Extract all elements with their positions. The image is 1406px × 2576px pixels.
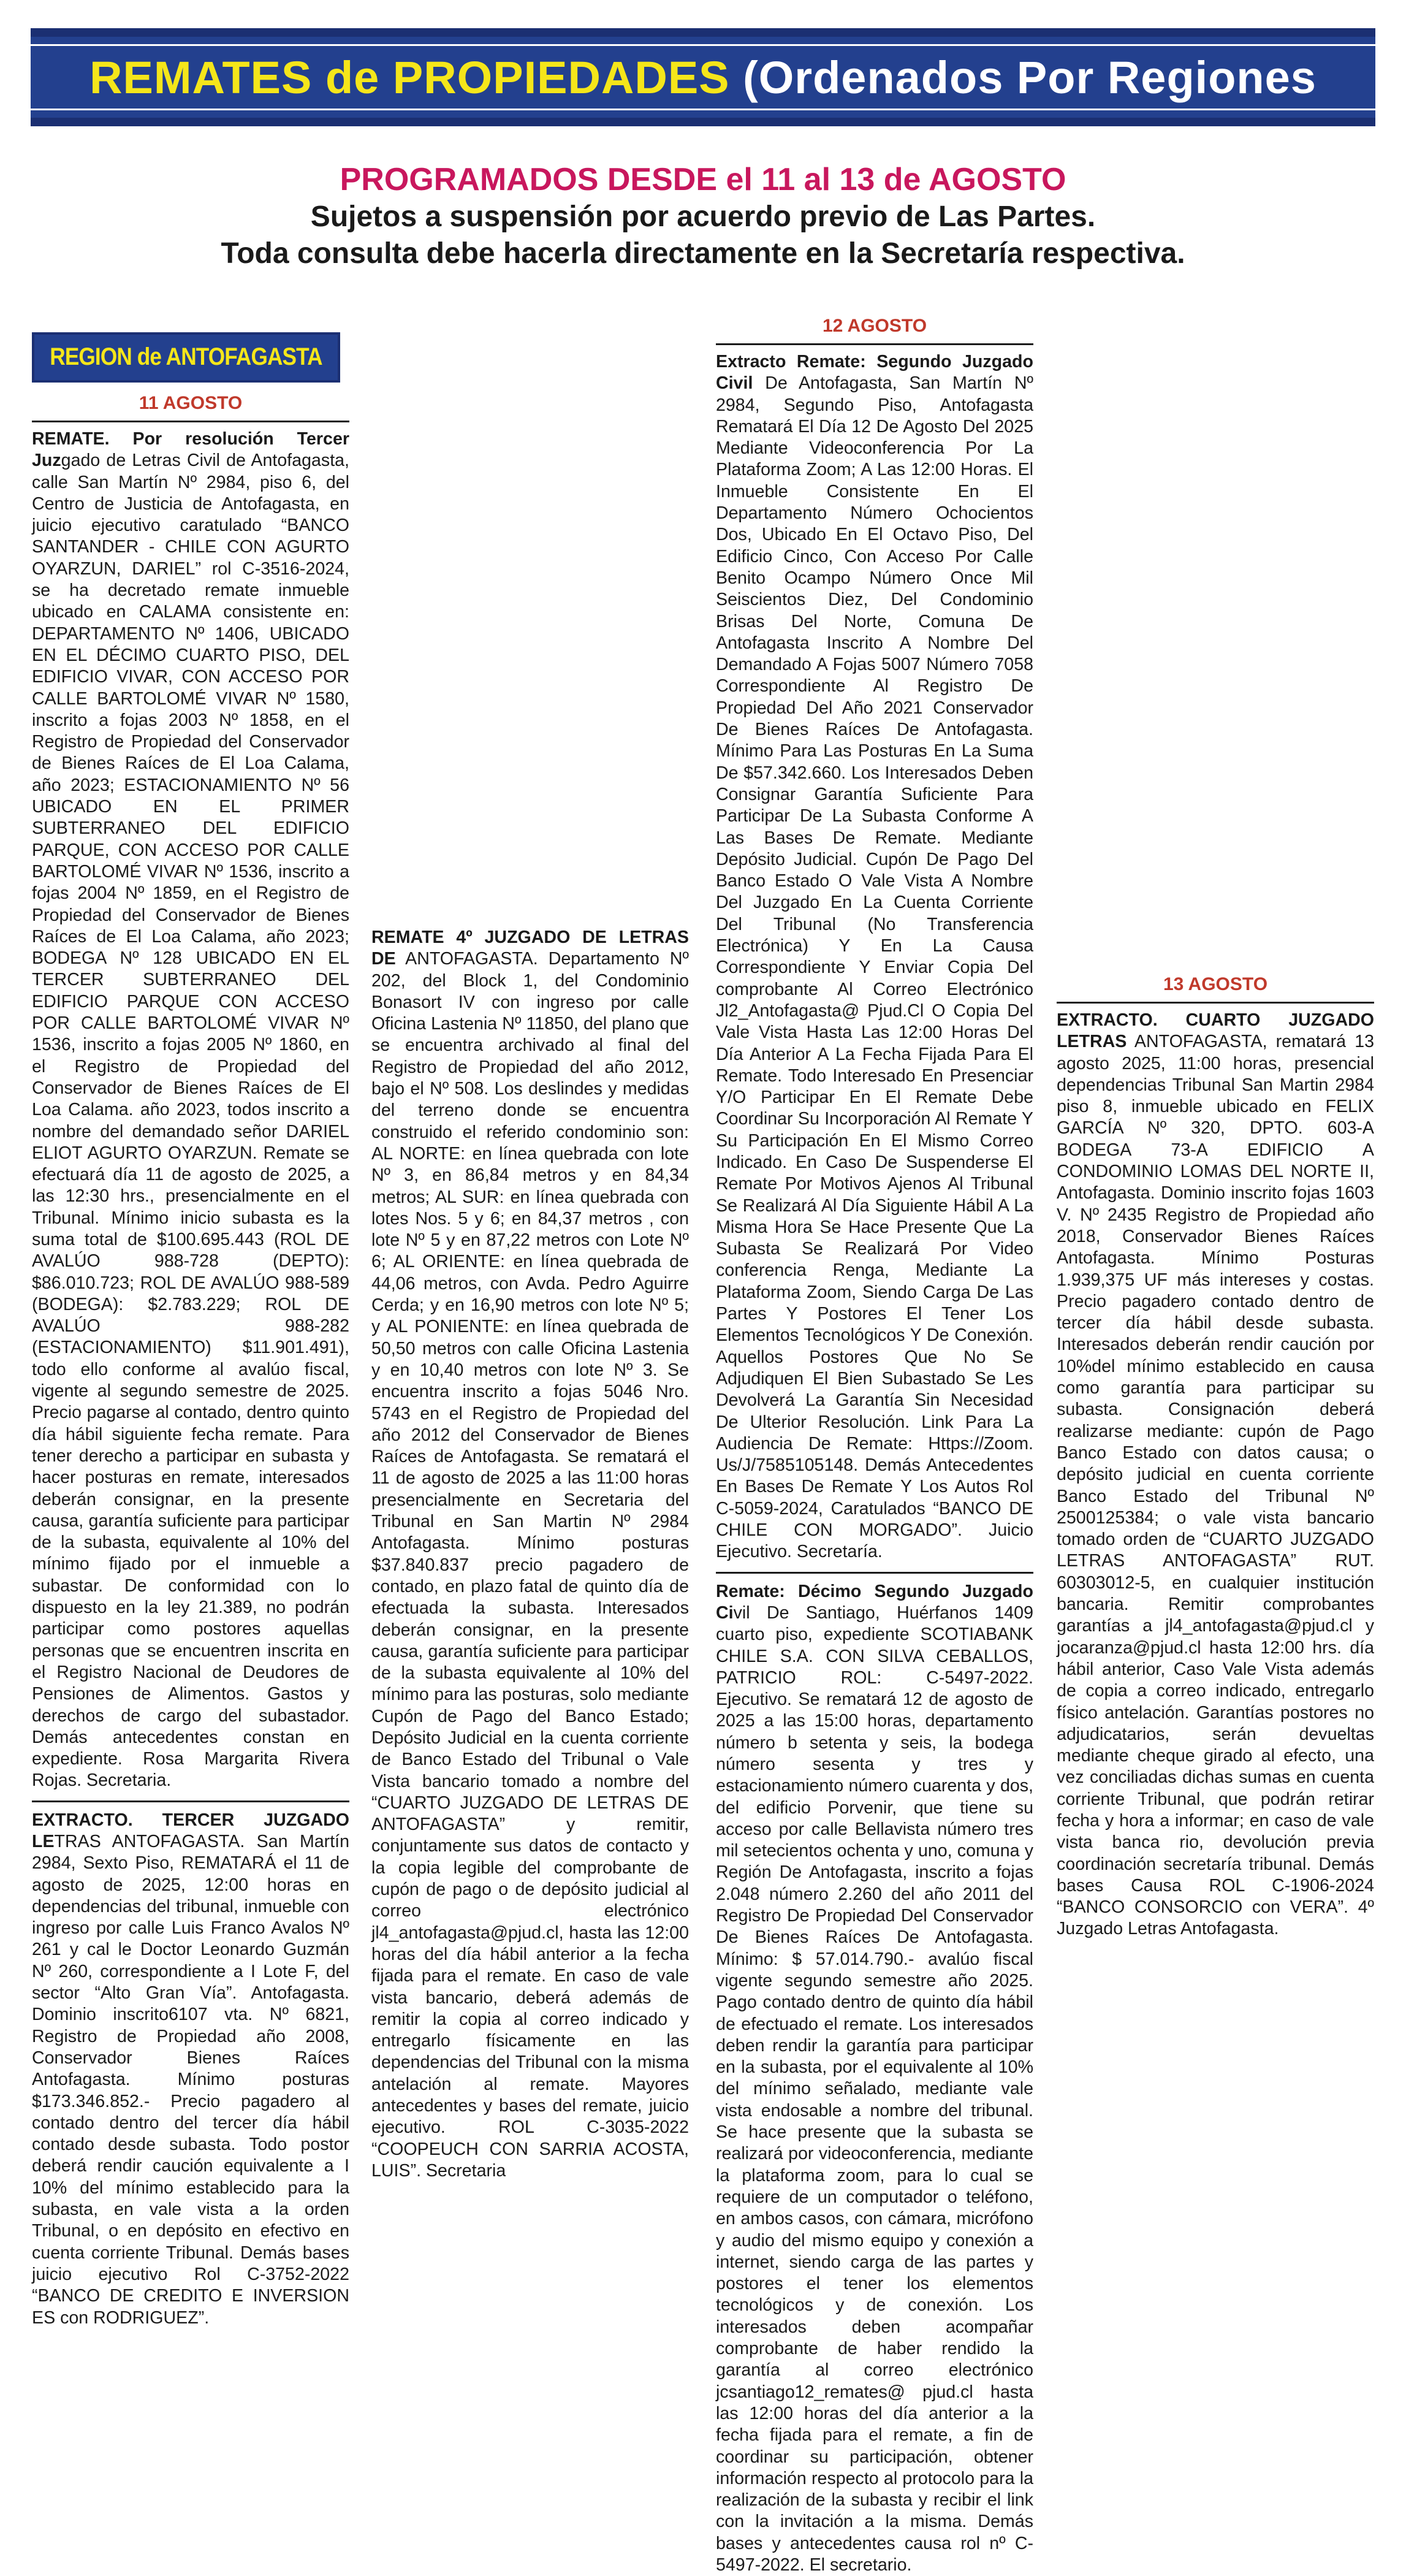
- column-3: [716, 314, 1033, 2576]
- notice-4: [716, 351, 1033, 1563]
- notice-2-lead: EXTRACTO. TERCER JUZGADO LE: [32, 1810, 349, 1851]
- notice-5: [716, 1581, 1033, 2576]
- page-title-main: REMATES de PROPIEDADES: [89, 51, 730, 103]
- notice-3-lead: REMATE 4º JUZGADO DE LETRAS DE: [371, 928, 689, 969]
- notice-6: [1057, 1010, 1374, 1940]
- notice-3: [371, 927, 689, 2182]
- suspension-line: Sujetos a suspensión por acuerdo previo de Las Partes.: [310, 200, 1096, 233]
- notice-1-text: gado de Letras Civil de Antofagasta, calle San Martín Nº 2984, piso 6, del Centro de Justicia de Antofagasta, en juicio ejecutivo caratulado “BANCO SANTANDER - CHILE CON AGURTO OYARZUN, DARIEL” rol C-3516-2024, se ha decretado remate inmueble ubicado en CALAMA consistente en: DEPARTAMENTO Nº 1406, UBICADO EN EL DÉCIMO CUARTO PISO, DEL EDIFICIO VIVAR, CON ACCESO POR CALLE BARTOLOMÉ VIVAR Nº 1580, inscrito a fojas 2003 Nº 1858, en el Registro de Propiedad del Conservador de Bienes Raíces de El Loa Calama, año 2023; ESTACIONAMIENTO Nº 56 UBICADO EN EL PRIMER SUBTERRANEO DEL EDIFICIO PARQUE, CON ACCESO POR CALLE BARTOLOMÉ VIVAR Nº 1536, inscrito a fojas 2004 Nº 1859, en el Registro de Propiedad del Conservador de Bienes Raíces de El Loa Calama, año 2023; BODEGA Nº 128 UBICADO EN EL TERCER SUBTERRANEO DEL EDIFICIO PARQUE CON ACCESO POR CALLE BARTOLOMÉ VIVAR Nº 1536, inscrito a fojas 2005 Nº 1860, en el Registro de Propiedad del Conservador de Bienes Raíces de El Loa Calama. año 2023, todos inscrito a nombre del demandado señor DARIEL ELIOT AGURTO OYARZUN. Remate se efectuará día 11 de agosto de 2025, a las 12:30 hrs., presencialmente en el Tribunal. Mínimo inicio subasta es la suma total de $100.695.443 (ROL DE AVALÚO 988-728 (DEPTO): $86.010.723; ROL DE AVALÚO 988-589 (BODEGA): $2.783.229; ROL DE AVALÚO 988-282 (ESTACIONAMIENTO) $11.901.491), todo ello conforme al avalúo fiscal, vigente al segundo semestre de 2025. Precio pagarse al contado, dentro quinto día hábil siguiente fecha remate. Para tener derecho a participar en subasta y hacer posturas en remate, interesados deberán consignar, en la presente causa, garantía suficiente para participar de la subasta, equivalente al 10% del mínimo fijado por el inmueble a subastar. De conformidad con lo dispuesto en la ley 21.389, no podrán participar como postores aquellas personas que se encuentren inscrita en el Registro Nacional de Deudores de Pensiones de Alimentos. Gastos y derechos de cargo del subastador. Demás antecedentes constan en expediente. Rosa Margarita Rivera Rojas. Secretaria.: [32, 451, 349, 1791]
- notice-1: [32, 429, 349, 1792]
- notice-6-text: ANTOFAGASTA, rematará 13 agosto 2025, 11:00 horas, presencial dependencias Tribunal San Martin 2984 piso 8, inmueble ubicado en FELIX GARCÍA Nº 320, DPTO. 603-A BODEGA 73-A EDIFICIO A CONDOMINIO LOMAS DEL NORTE II, Antofagasta. Dominio inscrito fojas 1603 V. Nº 2435 Registro de Propiedad año 2018, Conservador Bienes Raíces Antofagasta. Mínimo Posturas 1.939,375 UF más intereses y costas. Precio pagadero contado dentro de tercer día hábil desde subasta. Interesados deberán rendir caución por 10%del mínimo establecido en causa como garantía para participar su subasta. Consignación deberá realizarse mediante: cupón de Pago Banco Estado con datos causa; o depósito judicial en cuenta corriente Banco Estado del Tribunal Nº 2500125384; o vale vista bancario tomado orden de “CUARTO JUZGADO LETRAS ANTOFAGASTA” RUT. 60303012-5, en cualquier institución bancaria. Remitir comprobantes garantías a jl4_antofagasta@pjud.cl y jocaranza@pjud.cl hasta 12:00 hrs. día hábil anterior, Caso Vale Vista además de copia a correo indicado, entregarlo físico antelación. Garantías postores no adjudicatarios, serán devueltas mediante cheque girado al efecto, una vez conciliadas dichas sumas en cuenta corriente Tribunal, que podrán retirar fecha y hora a informar; en caso de vale vista banca rio, devolución previa coordinación secretaría tribunal. Demás bases Causa ROL C-1906-2024 “BANCO CONSORCIO con VERA”. 4º Juzgado Letras Antofagasta.: [1057, 1032, 1374, 1939]
- header-banner: [31, 28, 1375, 126]
- notice-5-text: vil De Santiago, Huérfanos 1409 cuarto piso, expediente SCOTIABANK CHILE S.A. CON SILVA CEBALLOS, PATRICIO ROL: C-5497-2022. Ejecutivo. Se rematará 12 de agosto de 2025 a las 15:00 horas, departamento número b setenta y seis, la bodega número sesenta y tres y estacionamiento número cuarenta y dos, del edificio Porvenir, que tiene su acceso por calle Bellavista número tres mil setecientos ochenta y uno, comuna y Región De Antofagasta, inscrito a fojas 2.048 número 2.260 del año 2011 del Registro De Propiedad Del Conservador De Bienes Raíces De Antofagasta. Mínimo: $ 57.014.790.- avalúo fiscal vigente segundo semestre año 2025. Pago contado dentro de quinto día hábil de efectuado el remate. Los interesados deben rendir la garantía para participar en la subasta, por el equivalente al 10% del mínimo señalado, mediante vale vista endosable a nombre del tribunal. Se hace presente que la subasta se realizará por videoconferencia, mediante la plataforma zoom, para lo cual se requiere de un computador o teléfono, en ambos casos, con cámara, micrófono y audio del mismo equipo y conexión a internet, siendo carga de las partes y postores el tener los elementos tecnológicos y de conexión. Los interesados deben acompañar comprobante de haber rendido la garantía al correo electrónico jcsantiago12_remates@ pjud.cl hasta las 12:00 horas del día anterior a la fecha fijada para el remate, a fin de coordinar su participación, obtener información respecto al protocolo para la realización de la subasta y recibir el link con la invitación a la misma. Demás bases y antecedentes causa rol nº C-5497-2022. El secretario.: [716, 1602, 1033, 2575]
- continuation-spacer: [1057, 314, 1374, 964]
- date-heading-11: 11 AGOSTO: [32, 391, 349, 422]
- notice-divider: [32, 1801, 349, 1802]
- page-title-sub: (Ordenados Por Regiones: [743, 51, 1317, 103]
- column-4: [1057, 314, 1374, 1940]
- programados-line: PROGRAMADOS DESDE el 11 al 13 de AGOSTO: [340, 162, 1066, 197]
- date-heading-13: 13 AGOSTO: [1057, 972, 1374, 1004]
- page-title: [89, 51, 1317, 104]
- notice-4-text: De Antofagasta, San Martín Nº 2984, Segundo Piso, Antofagasta Rematará El Día 12 De Agosto Del 2025 Mediante Videoconferencia Por La Plataforma Zoom; A Las 12:00 Horas. El Inmueble Consistente En El Departamento Número Ochocientos Dos, Ubicado En El Octavo Piso, Del Edificio Cinco, Con Acceso Por Calle Benito Ocampo Número Once Mil Seiscientos Diez, Del Condominio Brisas Del Norte, Comuna De Antofagasta Inscrito A Nombre Del Demandado A Fojas 5007 Número 7058 Correspondiente Al Registro De Propiedad Del Año 2021 Conservador De Bienes Raíces De Antofagasta. Mínimo Para Las Posturas En La Suma De $57.342.660. Los Interesados Deben Consignar Garantía Suficiente Para Participar De La Subasta Conforme A Las Bases De Remate. Mediante Depósito Judicial. Cupón De Pago Del Banco Estado O Vale Vista A Nombre Del Juzgado En La Cuenta Corriente Del Tribunal (No Transferencia Electrónica) Y En La Causa Correspondiente Y Enviar Copia Del comprobante Al Correo Electrónico Jl2_Antofagasta@ Pjud.Cl O Copia Del Vale Vista Hasta Las 12:00 Horas Del Día Anterior A La Fecha Fijada Para El Remate. Todo Interesado En Presenciar Y/O Participar En El Remate Debe Coordinar Su Incorporación Al Remate Y Su Participación En El Mismo Correo Indicado. En Caso De Suspenderse El Remate Por Motivos Ajenos Al Tribunal Se Realizará Al Día Siguiente Hábil A La Misma Hora Se Hace Presente Que La Subasta Se Realizará Por Video conferencia Renga, Mediante La Plataforma Zoom, Siendo Carga De Las Partes Y Postores El Tener Los Elementos Tecnológicos Y De Conexión. Aquellos Postores Que No Se Adjudiquen El Bien Subastado Se Les Devolverá La Garantía Sin Necesidad De Ulterior Resolución. Link Para La Audiencia De Remate: Https://Zoom. Us/J/7585105148. Demás Antecedentes En Bases De Remate Y Los Autos Rol C-5059-2024, Caratulados “BANCO DE CHILE CON MORGADO”. Juicio Ejecutivo. Secretaría.: [716, 373, 1033, 1562]
- consulta-line: Toda consulta debe hacerla directamente en la Secretaría respectiva.: [221, 237, 1185, 270]
- column-1: [32, 314, 349, 2329]
- notice-5-lead: Remate: Décimo Segundo Juzgado Ci: [716, 1581, 1033, 1623]
- subheader: [0, 161, 1406, 272]
- notice-divider: [716, 1572, 1033, 1574]
- region-label: REGION de ANTOFAGASTA: [50, 343, 322, 371]
- notice-2: [32, 1810, 349, 2329]
- notice-4-lead: Extracto Remate: Segundo Juzgado Civil: [716, 352, 1033, 394]
- column-2: [371, 314, 689, 2182]
- notice-3-text: ANTOFAGASTA. Departamento Nº 202, del Block 1, del Condominio Bonasort IV con ingreso por calle Oficina Lastenia Nº 11850, del plano que se encuentra archivado al final del Registro de Propiedad del año 2012, bajo el Nº 508. Los deslindes y medidas del terreno donde se encuentra construido el referido condominio son: AL NORTE: en línea quebrada con lote Nº 3, en 86,84 metros y en 84,34 metros; AL SUR: en línea quebrada con lotes Nos. 5 y 6; en 84,37 metros , con lote Nº 5 y en 87,22 metros con Lote Nº 6; AL ORIENTE: en línea quebrada de 44,06 metros, con Avda. Pedro Aguirre Cerda; y en 16,90 metros con lote Nº 5; y AL PONIENTE: en línea quebrada de 50,50 metros con calle Oficina Lastenia y en 10,40 metros con lote Nº 3. Se encuentra inscrito a fojas 5046 Nro. 5743 en el Registro de Propiedad del año 2012 del Conservador de Bienes Raíces de Antofagasta. Se rematará el 11 de agosto de 2025 a las 11:00 horas presencialmente en Secretaria del Tribunal en San Martin Nº 2984 Antofagasta. Mínimo posturas $37.840.837 precio pagadero de contado, en plazo fatal de quinto día de efectuada la subasta. Interesados deberán consignar, en la presente causa, garantía suficiente para participar de la subasta equivalente al 10% del mínimo para las posturas, solo mediante Cupón de Pago del Banco Estado; Depósito Judicial en la cuenta corriente de Banco Estado del Tribunal o Vale Vista bancario tomado a nombre del “CUARTO JUZGADO DE LETRAS DE ANTOFAGASTA” y remitir, conjuntamente sus datos de contacto y la copia legible del comprobante de cupón de pago o de depósito judicial al correo electrónico jl4_antofagasta@pjud.cl, hasta las 12:00 horas del día hábil anterior a la fecha fijada para el remate. En caso de vale vista bancario, deberá además de remitir la copia al correo indicado y entregarlo físicamente en las dependencias del Tribunal con la misma antelación al remate. Mayores antecedentes y bases del remate, juicio ejecutivo. ROL C-3035-2022 “COOPEUCH CON SARRIA ACOSTA, LUIS”. Secretaria: [371, 949, 689, 2181]
- date-heading-12: 12 AGOSTO: [716, 314, 1033, 345]
- header-inner-frame: [31, 44, 1375, 110]
- notice-1-lead: REMATE. Por resolución Tercer Juz: [32, 429, 349, 471]
- notice-6-lead: EXTRACTO. CUARTO JUZGADO LETRAS: [1057, 1010, 1374, 1052]
- region-badge: [32, 332, 340, 383]
- notice-2-text: TRAS ANTOFAGASTA. San Martín 2984, Sexto Piso, REMATARÁ el 11 de agosto de 2025, 12:00 horas en dependencias del tribunal, inmueble con ingreso por calle Luis Franco Avalos Nº 261 y cal le Doctor Leonardo Guzmán Nº 260, correspondiente a I Lote F, del sector “Alto Gran Vía”. Antofagasta. Dominio inscrito6107 vta. Nº 6821, Registro de Propiedad año 2008, Conservador Bienes Raíces Antofagasta. Mínimo posturas $173.346.852.- Precio pagadero al contado dentro del tercer día hábil contado desde subasta. Todo postor deberá rendir caución equivalente a I 10% del mínimo establecido para la subasta, en vale vista a la orden Tribunal, o en depósito en efectivo en cuenta corriente Tribunal. Demás bases juicio ejecutivo Rol C-3752-2022 “BANCO DE CREDITO E INVERSION ES con RODRIGUEZ”.: [32, 1832, 349, 2328]
